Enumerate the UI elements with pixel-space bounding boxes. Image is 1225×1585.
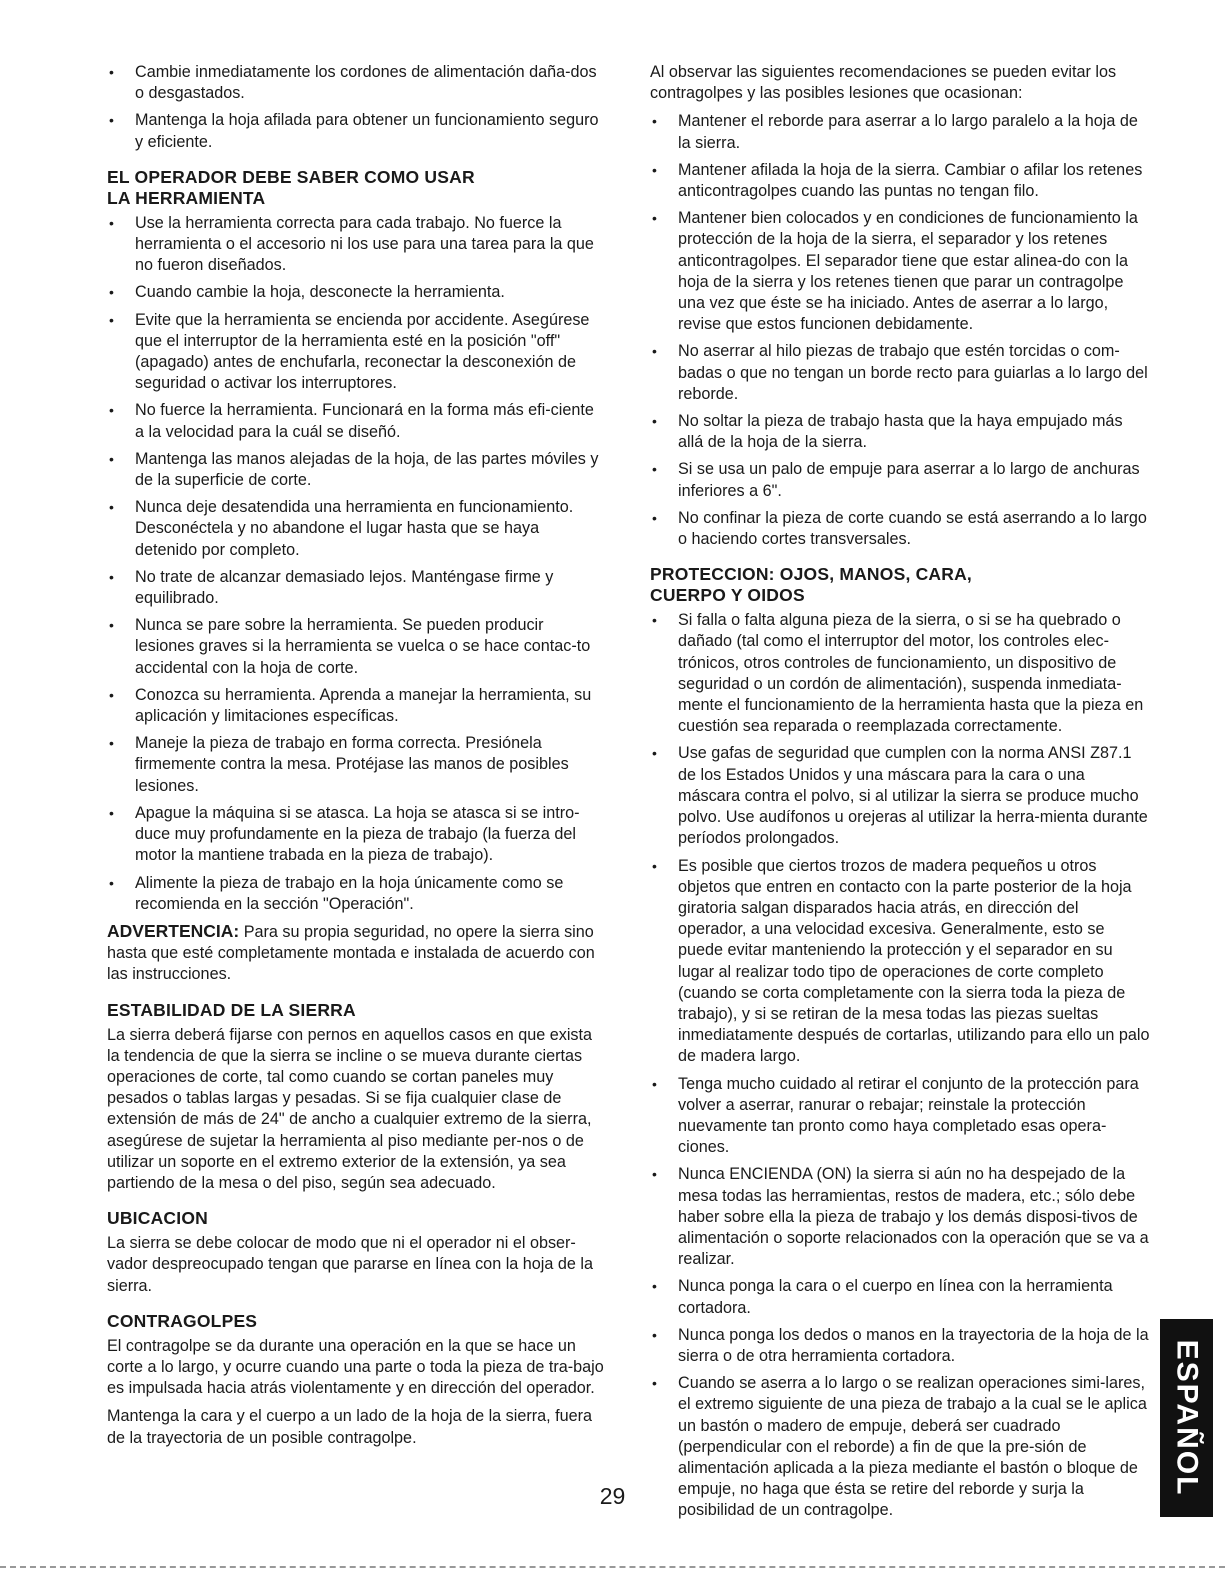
list-item: • No trate de alcanzar demasiado lejos. Manténgase firme y equilibrado. xyxy=(107,567,605,609)
list-item: • Conozca su herramienta. Aprenda a manejar la herramienta, su aplicación y limitaciones específicas. xyxy=(107,685,605,727)
list-item: • Maneje la pieza de trabajo en forma correcta. Presiónela firmemente contra la mesa. Protéjase las manos de posibles lesiones. xyxy=(107,733,605,797)
list-item: • Alimente la pieza de trabajo en la hoja únicamente como se recomienda en la sección "Operación". xyxy=(107,873,605,915)
contragolpes-bullet-list xyxy=(650,111,1150,550)
list-item: • Nunca ponga los dedos o manos en la trayectoria de la hoja de la sierra o de otra herramienta cortadora. xyxy=(650,1325,1150,1367)
language-tab xyxy=(1160,1319,1213,1517)
section-heading-estabilidad: ESTABILIDAD DE LA SIERRA xyxy=(107,999,356,1020)
section-heading-contragolpes: CONTRAGOLPES xyxy=(107,1310,258,1331)
language-tab-label: ESPAÑOL xyxy=(1170,1339,1204,1497)
section-heading-ubicacion: UBICACION xyxy=(107,1208,208,1229)
list-item: • Use la herramienta correcta para cada trabajo. No fuerce la herramienta o el accesorio ni los use para una tarea para la que no fueron diseñados. xyxy=(107,213,605,277)
list-item: • Apague la máquina si se atasca. La hoja se atasca si se intro-duce muy profundamente en la pieza de trabajo (la fuerza del motor la mantiene trabada en la pieza de trabajo). xyxy=(107,803,605,867)
list-item: • Nunca ponga la cara o el cuerpo en línea con la herramienta cortadora. xyxy=(650,1276,1150,1318)
left-column xyxy=(107,62,605,1456)
list-item: • Evite que la herramienta se encienda por accidente. Asegúrese que el interruptor de la herramienta esté en la posición "off" (apagado) antes de enchufarla, reconectar la desconexión de seguridad o activar los interruptores. xyxy=(107,310,605,395)
heading-line: LA HERRAMIENTA xyxy=(107,187,266,208)
right-column xyxy=(650,62,1150,1528)
contragolpes-intro-paragraph: Al observar las siguientes recomendaciones se pueden evitar los contragolpes y las posibles lesiones que ocasionan: xyxy=(650,63,1117,103)
proteccion-bullet-list xyxy=(650,610,1150,1521)
warning-label: ADVERTENCIA: xyxy=(107,920,240,941)
list-item: • No soltar la pieza de trabajo hasta que la haya empujado más allá de la hoja de la sierra. xyxy=(650,411,1150,453)
contragolpes-paragraph: Mantenga la cara y el cuerpo a un lado de la hoja de la sierra, fuera de la trayectoria de un posible contragolpe. xyxy=(107,1407,593,1447)
page-number: 29 xyxy=(599,1483,626,1509)
list-item: • No aserrar al hilo piezas de trabajo que estén torcidas o com-badas o que no tengan un borde recto para guiarlas a lo largo del reborde. xyxy=(650,341,1150,405)
heading-line: EL OPERADOR DEBE SABER COMO USAR xyxy=(107,166,475,187)
list-item: • Nunca deje desatendida una herramienta en funcionamiento. Desconéctela y no abandone el lugar hasta que se haya detenido por completo. xyxy=(107,497,605,561)
list-item: • No fuerce la herramienta. Funcionará en la forma más efi-ciente a la velocidad para la cuál se diseñó. xyxy=(107,400,605,442)
list-item: • Mantenga las manos alejadas de la hoja, de las partes móviles y de la superficie de corte. xyxy=(107,449,605,491)
list-item: • Use gafas de seguridad que cumplen con la norma ANSI Z87.1 de los Estados Unidos y una máscara para la cara o una máscara contra el polvo, si al utilizar la sierra se produce mucho polvo. Use audífonos u orejeras al utilizar la herra-mienta durante períodos prolongados. xyxy=(650,743,1150,849)
list-item: • No confinar la pieza de corte cuando se está aserrando a lo largo o haciendo cortes transversales. xyxy=(650,508,1150,550)
list-item: • Nunca se pare sobre la herramienta. Se pueden producir lesiones graves si la herramienta se vuelca o se hace contac-to accidental con la hoja de corte. xyxy=(107,615,605,679)
list-item: • Cuando cambie la hoja, desconecte la herramienta. xyxy=(107,282,605,303)
list-item: • Cambie inmediatamente los cordones de alimentación daña-dos o desgastados. xyxy=(107,62,605,104)
heading-line: CUERPO Y OIDOS xyxy=(650,585,805,606)
warning-paragraph xyxy=(107,921,605,986)
section-heading-proteccion xyxy=(650,564,1150,606)
list-item: • Cuando se aserra a lo largo o se realizan operaciones simi-lares, el extremo siguiente de una pieza de trabajo a la cual se le aplica un bastón o madero de empuje, deberá ser cuadrado (perpendicular con el reborde) a fin de que la pre-sión de alimentación aplicada a la pieza mediante el bastón o bloque de empuje, no haga que ésta se retire del reborde y surja la posibilidad de un contragolpe. xyxy=(650,1373,1150,1521)
list-item: • Mantener el reborde para aserrar a lo largo paralelo a la hoja de la sierra. xyxy=(650,111,1150,153)
heading-line: PROTECCION: OJOS, MANOS, CARA, xyxy=(650,564,972,585)
section-heading-operador xyxy=(107,167,605,209)
operador-bullet-list xyxy=(107,213,605,915)
list-item: • Si se usa un palo de empuje para aserrar a lo largo de anchuras inferiores a 6". xyxy=(650,459,1150,501)
contragolpes-paragraph: El contragolpe se da durante una operación en la que se hace un corte a lo largo, y ocurre cuando una parte o toda la pieza de tra-bajo es impulsada hacia atrás violentamente y en dirección del operador. xyxy=(107,1336,604,1398)
bottom-divider xyxy=(0,1566,1225,1568)
ubicacion-paragraph: La sierra se debe colocar de modo que ni el operador ni el obser-vador despreocupado tengan que pararse en línea con la hoja de la sierra. xyxy=(107,1234,593,1295)
intro-bullet-list xyxy=(107,62,605,153)
list-item: • Nunca ENCIENDA (ON) la sierra si aún no ha despejado de la mesa todas las herramientas, restos de madera, etc.; sólo debe haber sobre ella la pieza de trabajo y los demás disposi-tivos de alimentación o soporte relacionados con la operación que se va a realizar. xyxy=(650,1164,1150,1270)
warning-text: Para su propia seguridad, no opere la sierra sino hasta que esté completamente montada e instalada de acuerdo con las instrucciones. xyxy=(107,922,595,984)
list-item: • Mantener afilada la hoja de la sierra. Cambiar o afilar los retenes anticontragolpes cuando las puntas no tengan filo. xyxy=(650,160,1150,202)
list-item: • Tenga mucho cuidado al retirar el conjunto de la protección para volver a aserrar, ranurar o rebajar; reinstale la protección nuevamente tan pronto como haya completado esas opera-ciones. xyxy=(650,1074,1150,1159)
list-item: • Es posible que ciertos trozos de madera pequeños u otros objetos que entren en contacto con la parte posterior de la hoja giratoria salgan disparados hacia atrás, en dirección del operador, a una velocidad excesiva. Generalmente, esto se puede evitar manteniendo la protección y el separador en su lugar al realizar todo tipo de operaciones de corte completo (cuando se corta completamente con la sierra toda la pieza de trabajo), y si se retiran de la mesa todas las piezas sueltas inmediatamente después de cortarlas, utilizando para ello un palo de madera largo. xyxy=(650,856,1150,1068)
list-item: • Mantener bien colocados y en condiciones de funcionamiento la protección de la hoja de la sierra, el separador y los retenes anticontragolpes. El separador tiene que estar alinea-do con la hoja de la sierra y los retenes tienen que parar un contragolpe una vez que éste se ha iniciado. Antes de aserrar a lo largo, revise que estos funcionen debidamente. xyxy=(650,208,1150,335)
estabilidad-paragraph: La sierra deberá fijarse con pernos en aquellos casos en que exista la tendencia de que la sierra se incline o se mueva durante ciertas operaciones de corte, tal como cuando se cortan paneles muy pesados o tablas largas y pesadas. Si se fija cualquier clase de extensión de más de 24" de ancho a cualquier extremo de la sierra, asegúrese de sujetar la herramienta al piso mediante per-nos o de utilizar un soporte en el extremo exterior de la extensión, ya sea partiendo de la mesa o del piso, según sea adecuado. xyxy=(107,1025,593,1192)
list-item: • Si falla o falta alguna pieza de la sierra, o si se ha quebrado o dañado (tal como el interruptor del motor, los controles elec-trónicos, otros controles de funcionamiento, un dispositivo de seguridad o un cordón de alimentación), suspenda inmediata-mente el funcionamiento de la herramienta hasta que la pieza en cuestión sea reparada o reemplazada correctamente. xyxy=(650,610,1150,737)
list-item: • Mantenga la hoja afilada para obtener un funcionamiento seguro y eficiente. xyxy=(107,110,605,152)
